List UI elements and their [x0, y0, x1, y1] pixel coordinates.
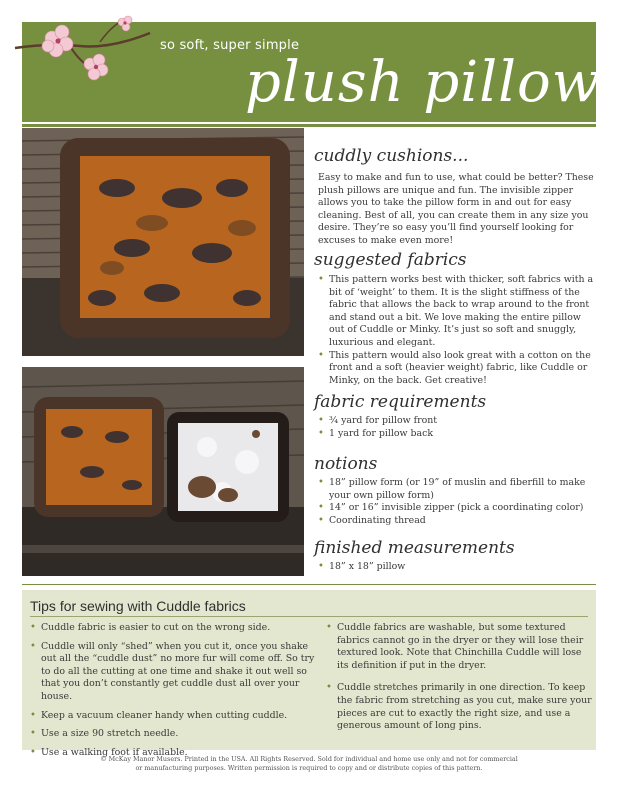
page-title: plush pillow — [245, 50, 601, 115]
intro-paragraph: Easy to make and fun to use, what could be better? These plush pillows are unique and fun. The invisible zipper allows you to take the pillow form in and out for easy cleaning. Best of all, you can create them in any size you desire. They’re so easy you’ll find yourself looking for excuses to make even more! — [318, 172, 594, 246]
list-item: • Use a size 90 stretch needle. — [26, 728, 316, 741]
finished-measurements-heading: finished measurements — [314, 538, 515, 558]
notions-list — [314, 477, 599, 527]
pillow-photo-bottom — [22, 367, 304, 576]
tips-box — [22, 590, 596, 758]
list-item: • ¾ yard for pillow front — [314, 415, 599, 428]
tips-title: Tips for sewing with Cuddle fabrics — [30, 598, 246, 614]
section-divider — [22, 584, 596, 585]
list-item: • Cuddle will only “shed” when you cut it, once you shake out all the “cuddle dust” no more fur will come off. So try to do all the cutting at one time and shake it out well so that you don’t constantly get cuddle dust all over your house. — [26, 641, 316, 704]
finished-measurements-list — [314, 561, 599, 574]
pillow-photo-top — [22, 128, 304, 356]
list-item: • This pattern works best with thicker, soft fabrics with a bit of ‘weight’ to them. It is the slight stiffness of the fabric that allows the back to wrap around to the front and stand out a bit. We love making the entire pillow out of Cuddle or Minky. It’s just so soft and snuggly, luxurious and elegant. — [314, 274, 599, 350]
cherry-blossom-icon — [10, 8, 160, 88]
list-item: • Cuddle stretches primarily in one direction. To keep the fabric from stretching as you cut, make sure your pieces are cut to exactly the right size, and use a generous amount of long pins. — [322, 682, 592, 732]
list-item: • Cuddle fabric is easier to cut on the wrong side. — [26, 622, 316, 635]
footer-line-2: or manufacturing purposes. Written permission is required to copy and or distribute copies of this pattern. — [135, 764, 483, 772]
footer-line-1: © McKay Manor Musers. Printed in the USA. All Rights Reserved. Sold for individual and home use only and not for commercial — [100, 755, 518, 763]
tips-title-rule — [30, 616, 588, 617]
notions-heading: notions — [314, 454, 378, 474]
suggested-fabrics-heading: suggested fabrics — [314, 250, 467, 270]
list-item: • This pattern would also look great with a cotton on the front and a soft (heavier weight) fabric, like Cuddle or Minky, on the back. Get creative! — [314, 350, 599, 388]
list-item: • 1 yard for pillow back — [314, 428, 599, 441]
list-item: • 14” or 16” invisible zipper (pick a coordinating color) — [314, 502, 599, 515]
list-item: • 18” pillow form (or 19” of muslin and fiberfill to make your own pillow form) — [314, 477, 599, 502]
suggested-fabrics-list — [314, 274, 599, 387]
tagline: so soft, super simple — [160, 38, 300, 53]
fabric-requirements-list — [314, 415, 599, 440]
list-item: • Keep a vacuum cleaner handy when cutting cuddle. — [26, 710, 316, 723]
tips-list-right — [322, 622, 592, 733]
header-underline — [22, 124, 596, 127]
copyright-footer — [0, 755, 618, 773]
list-item: • Cuddle fabrics are washable, but some textured fabrics cannot go in the dryer or they will lose their textured look. Note that Chinchilla Cuddle will lose its definition if put in the dryer. — [322, 622, 592, 672]
list-item: • Coordinating thread — [314, 515, 599, 528]
intro-heading: cuddly cushions... — [314, 146, 469, 166]
list-item: • Use a walking foot if available. — [26, 747, 316, 760]
list-item: • 18” x 18” pillow — [314, 561, 599, 574]
tips-list-left — [26, 622, 316, 759]
fabric-requirements-heading: fabric requirements — [314, 392, 487, 412]
